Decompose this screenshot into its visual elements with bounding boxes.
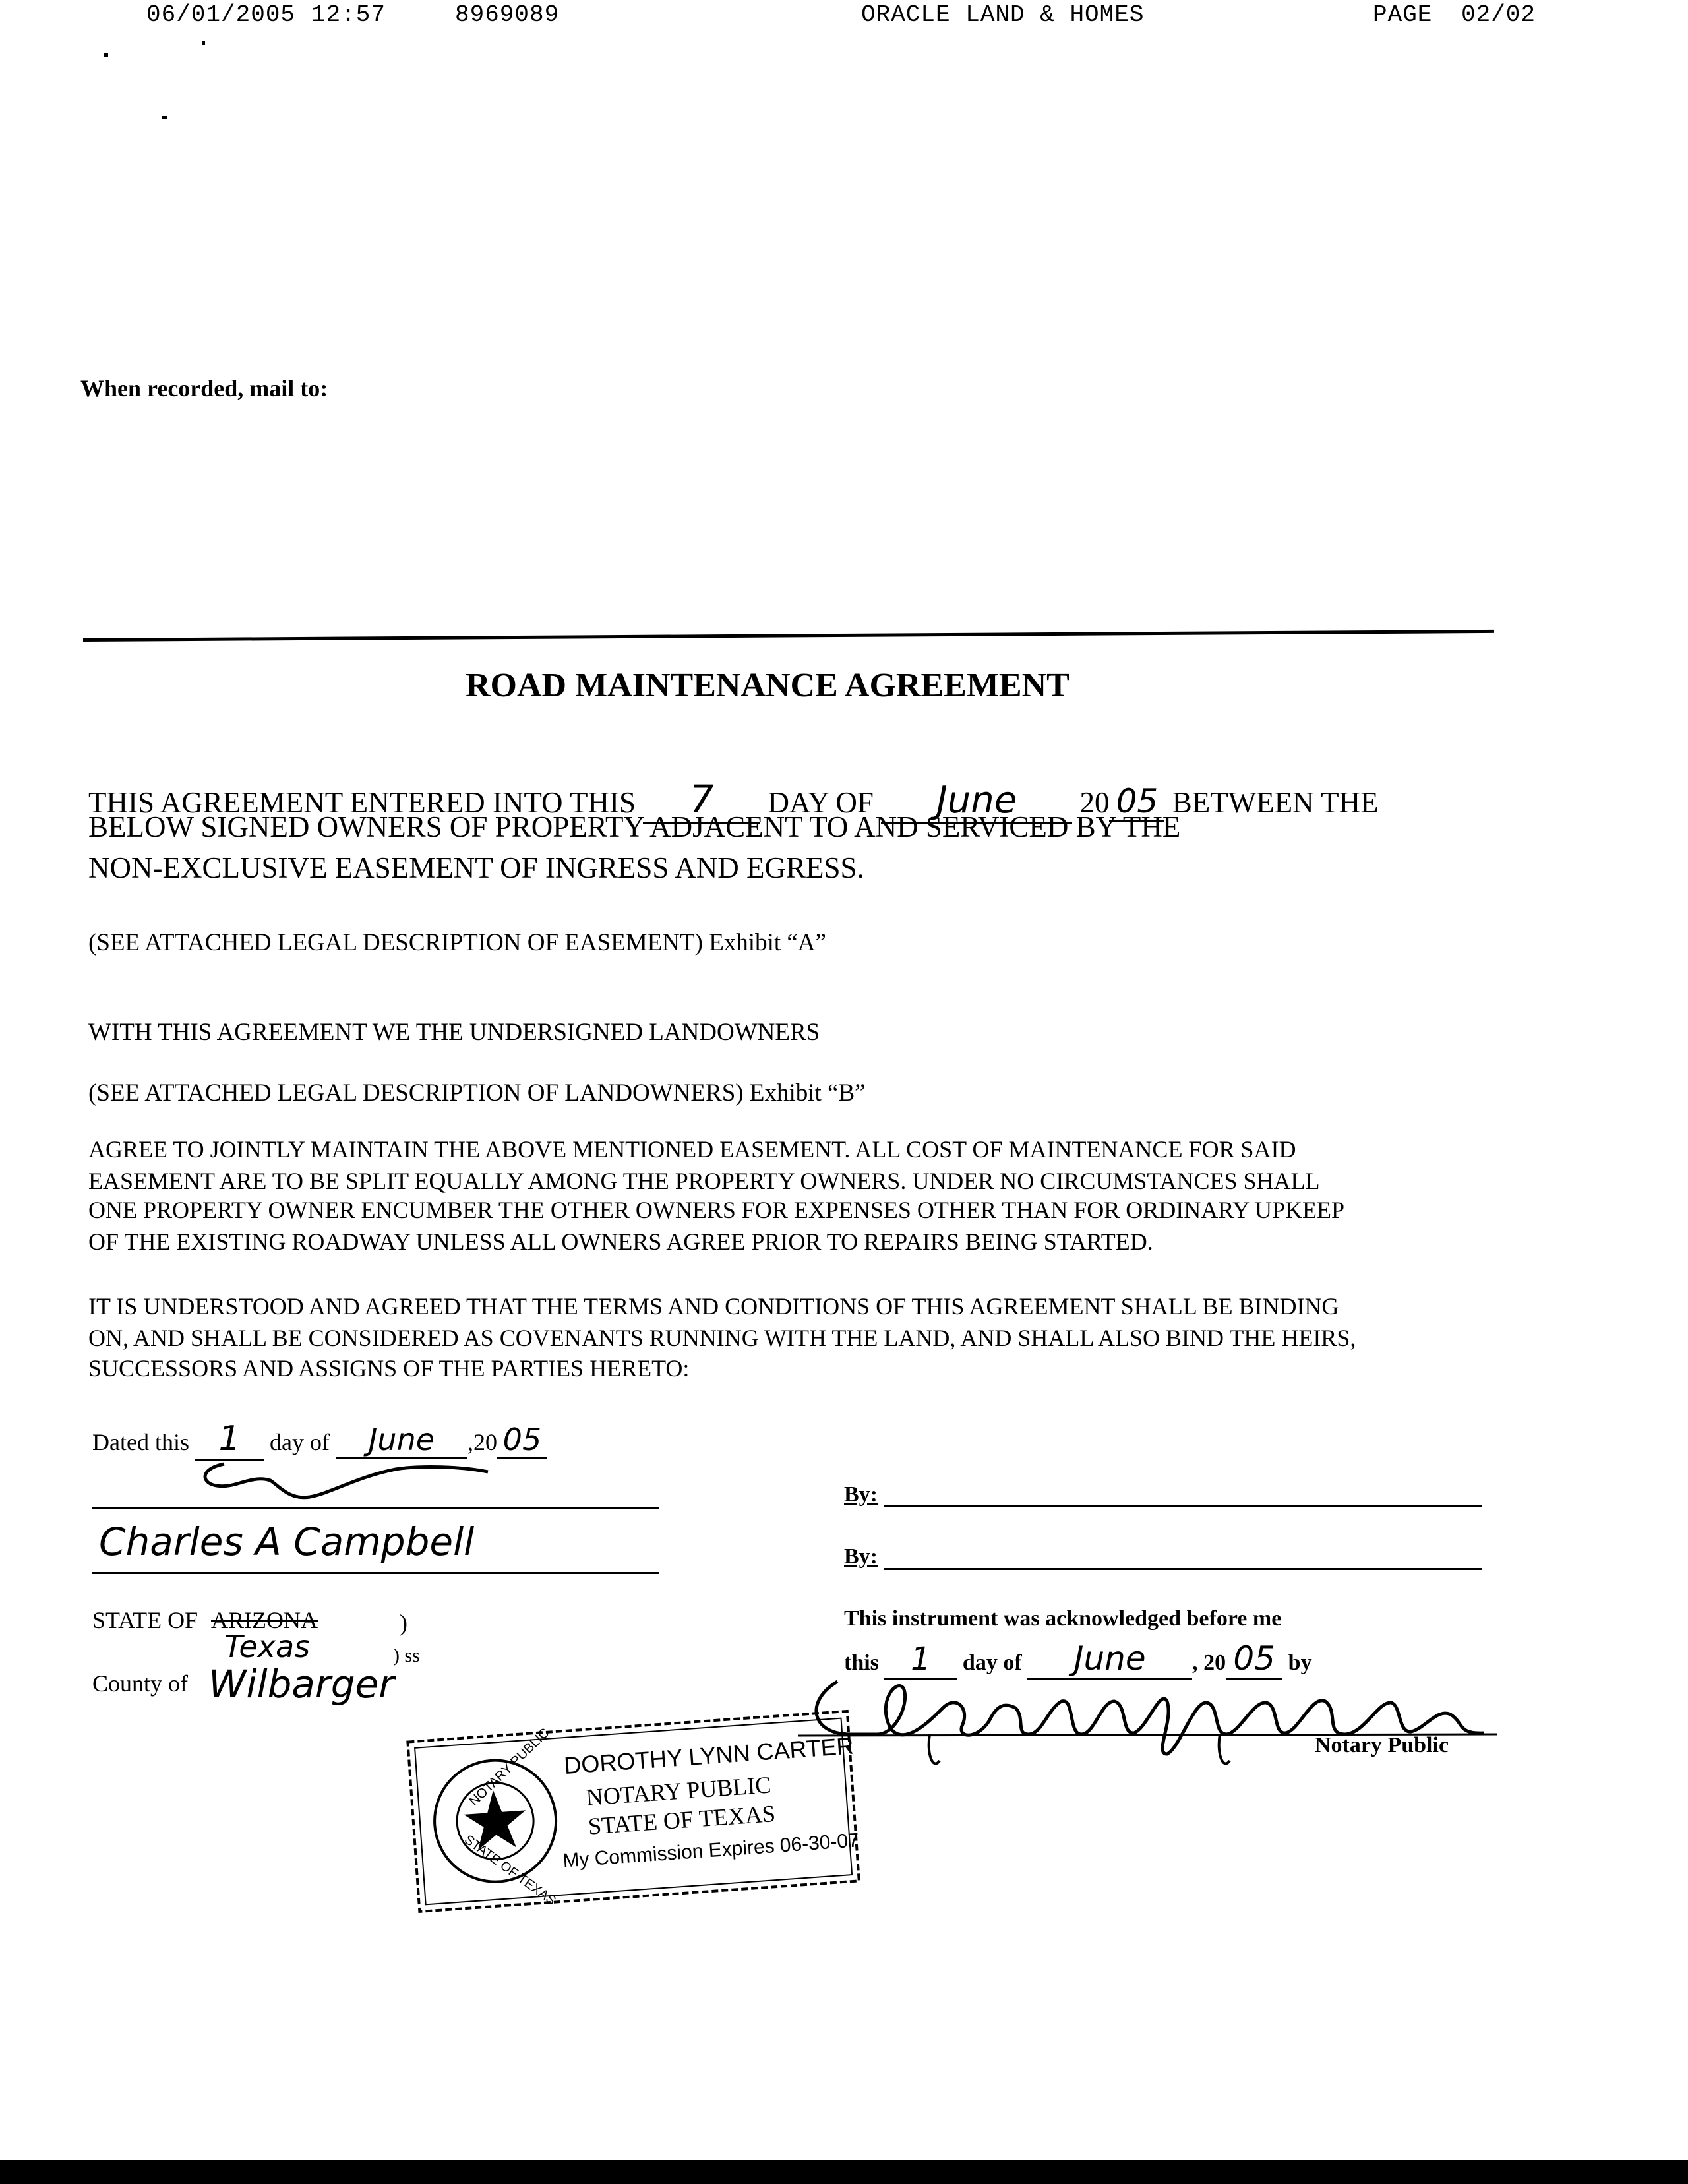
page-title: ROAD MAINTENANCE AGREEMENT	[466, 667, 1070, 704]
state-struck-value: ARIZONA	[211, 1607, 318, 1633]
state-paren: )	[400, 1610, 407, 1636]
seal-top-text: NOTARY PUBLIC	[466, 1725, 553, 1809]
agree-line-4: OF THE EXISTING ROADWAY UNLESS ALL OWNERS AGREE PRIOR TO REPAIRS BEING STARTED.	[88, 1228, 1153, 1255]
seal-bottom-text: STATE OF TEXAS	[462, 1832, 558, 1908]
ack-month-value: June	[1073, 1639, 1146, 1678]
dated-day-field	[195, 1419, 264, 1461]
signature-scribble-1	[92, 1457, 666, 1510]
by-line-1	[884, 1505, 1482, 1507]
intro-year-prefix: 20	[1079, 786, 1110, 819]
fax-date: 06/01/2005	[146, 1, 296, 28]
ack-by-label: by	[1288, 1651, 1312, 1675]
divider-line	[83, 630, 1494, 642]
ack-year-value: 05	[1233, 1639, 1275, 1678]
intro-year-value: 05	[1116, 782, 1159, 820]
agree-line-2: EASEMENT ARE TO BE SPLIT EQUALLY AMONG THE PROPERTY OWNERS. UNDER NO CIRCUMSTANCES SHALL	[88, 1168, 1320, 1194]
intro-text-3: BETWEEN THE	[1172, 786, 1379, 819]
fax-number: 8969089	[455, 1, 560, 28]
ack-line-1: This instrument was acknowledged before me	[844, 1606, 1282, 1631]
ack-day-value: 1	[911, 1641, 931, 1678]
binding-line-1: IT IS UNDERSTOOD AND AGREED THAT THE TERMS AND CONDITIONS OF THIS AGREEMENT SHALL BE BINDING	[88, 1293, 1339, 1320]
exhibit-b-text: (SEE ATTACHED LEGAL DESCRIPTION OF LANDOWNERS) Exhibit “B”	[88, 1079, 866, 1107]
ack-day-label: day of	[962, 1651, 1022, 1675]
ack-this-label: this	[844, 1651, 879, 1675]
dated-line	[92, 1419, 547, 1461]
dated-month-field	[336, 1422, 467, 1459]
dated-day-value: 1	[218, 1419, 241, 1459]
dated-year-field	[497, 1422, 547, 1459]
fax-page-value: 02/02	[1461, 1, 1536, 28]
stamp-state: STATE OF TEXAS	[587, 1800, 777, 1840]
stamp-expires: My Commission Expires 06-30-07	[562, 1829, 860, 1872]
state-label: STATE OF	[92, 1607, 198, 1633]
signer-name: Charles A Campbell	[99, 1519, 475, 1564]
ack-year-prefix: , 20	[1192, 1651, 1226, 1675]
binding-line-2: ON, AND SHALL BE CONSIDERED AS COVENANTS RUNNING WITH THE LAND, AND SHALL ALSO BIND THE HEIRS,	[88, 1325, 1356, 1351]
agree-line-1: AGREE TO JOINTLY MAINTAIN THE ABOVE MENTIONED EASEMENT. ALL COST OF MAINTENANCE FOR SAID	[88, 1136, 1296, 1163]
intro-text-1: THIS AGREEMENT ENTERED INTO THIS	[88, 786, 636, 819]
notary-signature	[798, 1662, 1497, 1780]
scan-speck	[104, 53, 108, 57]
by-label-1: By:	[844, 1482, 878, 1507]
by-line-2	[884, 1568, 1482, 1570]
dated-year-value: 05	[502, 1422, 542, 1457]
stamp-title: NOTARY PUBLIC	[585, 1771, 772, 1811]
dated-month-value: June	[368, 1422, 435, 1457]
mail-to-label: When recorded, mail to:	[80, 375, 328, 402]
fax-page-label: PAGE	[1373, 1, 1433, 28]
dated-label: Dated this	[92, 1429, 189, 1455]
notary-stamp	[404, 1707, 863, 1916]
agree-line-3: ONE PROPERTY OWNER ENCUMBER THE OTHER OWNERS FOR EXPENSES OTHER THAN FOR ORDINARY UPKEEP	[88, 1197, 1344, 1223]
signature-line-2	[92, 1572, 659, 1574]
stamp-name: DOROTHY LYNN CARTER	[563, 1732, 855, 1780]
fax-sender: ORACLE LAND & HOMES	[861, 1, 1145, 28]
dated-year-prefix: ,20	[467, 1429, 497, 1455]
fax-time: 12:57	[311, 1, 386, 28]
state-ss: ) ss	[393, 1645, 420, 1666]
state-handwritten-value: Texas	[224, 1629, 311, 1664]
county-value: Wilbarger	[208, 1662, 395, 1707]
binding-line-3: SUCCESSORS AND ASSIGNS OF THE PARTIES HERETO:	[88, 1355, 690, 1381]
intro-text-2: DAY OF	[768, 786, 874, 819]
county-label: County of	[92, 1670, 189, 1697]
scan-bottom-edge	[0, 2160, 1688, 2184]
signature-line-1	[92, 1507, 659, 1509]
dated-day-label: day of	[269, 1429, 330, 1455]
notary-public-label: Notary Public	[1315, 1733, 1449, 1757]
intro-line-3: NON-EXCLUSIVE EASEMENT OF INGRESS AND EGRESS.	[88, 851, 864, 884]
exhibit-a-text: (SEE ATTACHED LEGAL DESCRIPTION OF EASEMENT) Exhibit “A”	[88, 929, 826, 956]
landowners-text: WITH THIS AGREEMENT WE THE UNDERSIGNED LANDOWNERS	[88, 1019, 820, 1046]
scan-speck	[202, 41, 205, 46]
scan-speck	[162, 116, 167, 119]
intro-day-value: 7	[689, 777, 714, 822]
intro-line-2: BELOW SIGNED OWNERS OF PROPERTY ADJACENT TO AND SERVICED BY THE	[88, 810, 1181, 843]
by-label-2: By:	[844, 1544, 878, 1569]
intro-month-value: June	[936, 779, 1017, 822]
